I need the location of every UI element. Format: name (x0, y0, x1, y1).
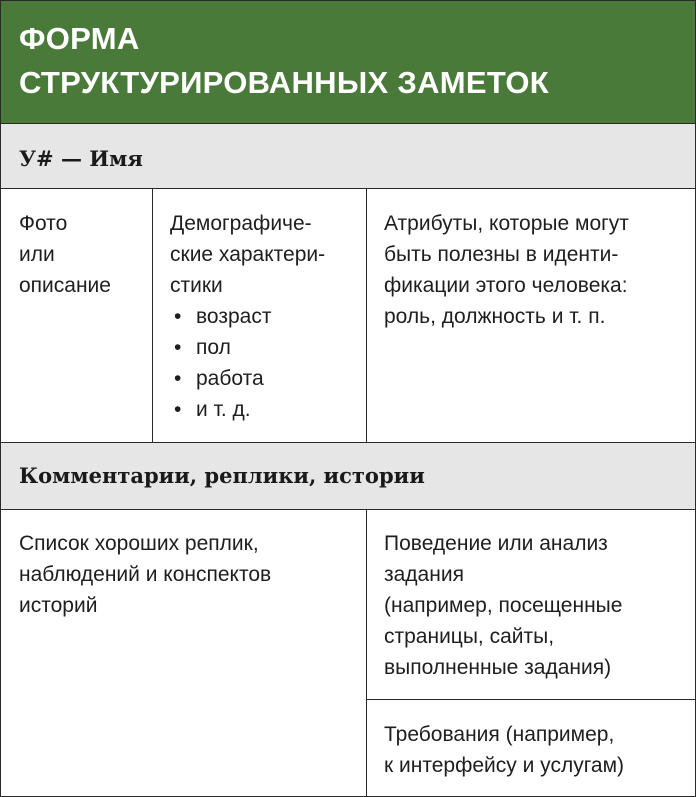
demographics-list (170, 301, 365, 425)
photo-line-3: описание (19, 274, 111, 297)
divider-col1 (152, 189, 153, 442)
quotes-cell (19, 528, 359, 621)
behavior-line-2: задания (384, 563, 464, 586)
list-item: • работа (174, 367, 264, 390)
requirements-cell (384, 719, 690, 781)
behavior-line-4: страницы, сайты, (384, 625, 555, 648)
divider-behavior-requirements (367, 699, 695, 700)
behavior-line-5: выполненные задания) (384, 656, 612, 679)
behavior-line-3: (например, посещенные (384, 594, 623, 617)
attributes-line-1: Атрибуты, которые могут (384, 212, 629, 235)
demographics-line-3: стики (170, 274, 223, 297)
attributes-line-3: фикации этого человека: (384, 274, 628, 297)
photo-line-2: или (19, 243, 55, 266)
demographics-line-1: Демографиче- (170, 212, 312, 235)
form-title (1, 1, 695, 123)
list-item: • возраст (174, 305, 272, 328)
requirements-line-1: Требования (например, (384, 723, 615, 746)
quotes-line-2: наблюдений и конспектов (19, 563, 272, 586)
list-item: • и т. д. (174, 398, 251, 421)
behavior-cell (384, 528, 690, 683)
behavior-line-1: Поведение или анализ (384, 532, 608, 555)
requirements-line-2: к интерфейсу и услугам) (384, 754, 625, 777)
quotes-line-1: Список хороших реплик, (19, 532, 259, 555)
photo-line-1: Фото (19, 212, 68, 235)
demographics-line-2: ские характери- (170, 243, 326, 266)
section-heading-comments (1, 443, 695, 509)
section-heading-participant (1, 124, 695, 188)
divider-section2 (1, 509, 695, 510)
title-line-1: ФОРМА (19, 21, 140, 56)
divider-section1 (1, 188, 695, 189)
attributes-line-2: быть полезны в иденти- (384, 243, 619, 266)
attributes-line-4: роль, должность и т. п. (384, 305, 606, 328)
participant-heading-text: У# — Имя (19, 146, 143, 171)
title-line-2: СТРУКТУРИРОВАННЫХ ЗАМЕТОК (19, 65, 550, 100)
photo-cell (19, 208, 149, 301)
demographics-cell (170, 208, 365, 425)
divider-col2 (366, 189, 367, 442)
divider-col-bottom (366, 510, 367, 797)
attributes-cell (384, 208, 690, 332)
list-item: • пол (174, 336, 231, 359)
quotes-line-3: историй (19, 594, 98, 617)
comments-heading-text: Комментарии, реплики, истории (19, 463, 425, 488)
